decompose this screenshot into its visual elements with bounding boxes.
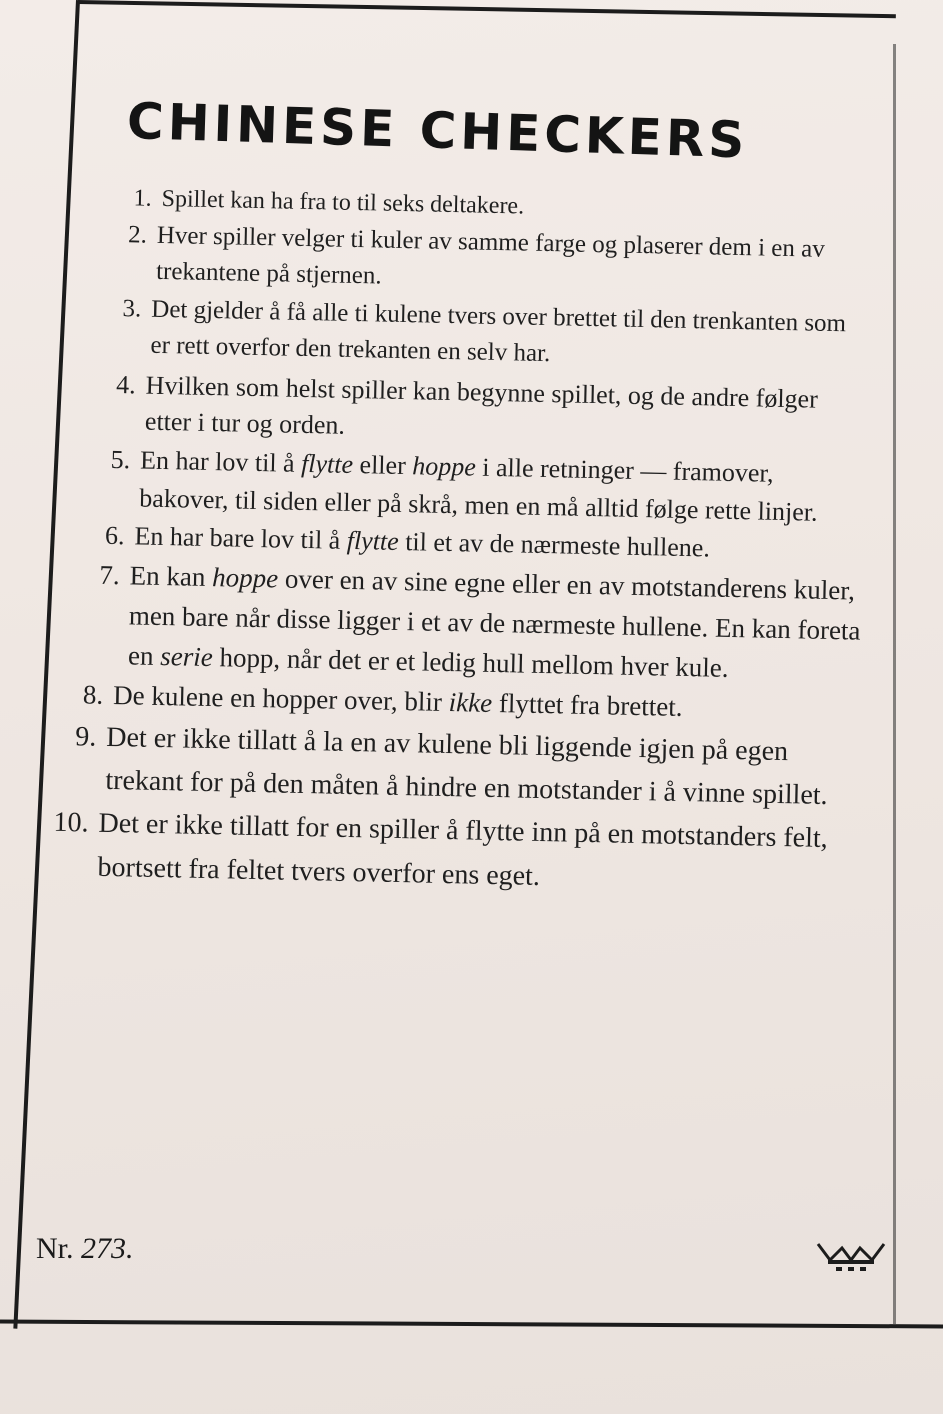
- rule-2: [112, 217, 869, 305]
- page-title: CHINESE CHECKERS: [126, 92, 750, 170]
- rule-text-part: En har bare lov til å: [134, 521, 348, 555]
- rule-text-part: Det er ikke tillatt for en spiller å flytte inn på en motstanders felt, bortsett fra feltet tvers overfor ens eget.: [97, 807, 829, 892]
- rule-text-italic: hoppe: [211, 562, 279, 594]
- rule-text: [97, 802, 857, 906]
- rule-text-part: En har lov til å: [139, 445, 302, 478]
- frame-border-bottom: [0, 1320, 943, 1329]
- rule-text-part: over en av sine egne eller en av motstanderens kuler, men bare når disse ligger i et av de nærmeste hullene. En kan foreta en: [127, 563, 861, 671]
- catalog-number: [36, 1232, 134, 1266]
- rule-number: 10.: [53, 806, 89, 839]
- rule-text-italic: serie: [159, 640, 214, 673]
- rule-10: [41, 801, 857, 906]
- rule-4: [101, 367, 866, 455]
- rule-7: [84, 554, 862, 690]
- rule-text: [156, 218, 869, 305]
- rule-text-part: Spillet kan ha fra to til seks deltakere.: [161, 185, 525, 220]
- rule-text-part: De kulene en hopper over, blir: [112, 680, 450, 718]
- rule-9: [61, 715, 859, 818]
- rule-text-part: En kan: [129, 560, 213, 593]
- rule-text-italic: flytte: [300, 448, 354, 479]
- rule-text-part: eller: [352, 449, 413, 481]
- rule-text-part: flyttet fra brettet.: [491, 687, 683, 722]
- rule-text-part: hopp, når det er et ledig hull mellom hver kule.: [212, 642, 729, 683]
- rule-text: [150, 292, 867, 379]
- rule-text: [105, 716, 859, 818]
- rule-text-part: Hver spiller velger ti kuler av samme farge og plaserer dem i en av trekantene på stjernen.: [155, 221, 826, 290]
- rule-text-italic: ikke: [448, 687, 493, 718]
- rule-number: 7.: [99, 559, 121, 591]
- rule-text-part: Det gjelder å få alle ti kulene tvers over brettet til den trenkanten som er rett overfor den trekanten en selv har.: [150, 295, 847, 368]
- rules-list: [55, 180, 870, 906]
- rule-number: 5.: [110, 444, 131, 475]
- rule-number: 8.: [82, 679, 104, 710]
- rule-number: 6.: [104, 520, 125, 551]
- rule-number: 2.: [127, 221, 148, 249]
- rule-number: 9.: [75, 721, 97, 753]
- rule-text-part: i alle retninger — framover, bakover, til siden eller på skrå, men en må alltid følge rette linjer.: [139, 452, 818, 527]
- rule-number: 3.: [122, 295, 142, 323]
- catalog-number-value: 273.: [81, 1232, 134, 1265]
- rule-text: [145, 368, 866, 455]
- rule-3: [106, 291, 867, 379]
- rule-text-part: Hvilken som helst spiller kan begynne spillet, og de andre følger etter i tur og orden.: [144, 370, 819, 440]
- rule-text: [128, 555, 862, 690]
- rule-number: 1.: [133, 185, 152, 212]
- rule-text-italic: flytte: [346, 525, 400, 556]
- catalog-number-label: Nr.: [36, 1232, 74, 1265]
- damm-crown-logo-icon: [814, 1236, 888, 1276]
- rule-text-part: til et av de nærmeste hullene.: [398, 526, 711, 563]
- frame-border-top: [77, 0, 896, 58]
- rule-text-part: Det er ikke tillatt å la en av kulene bli liggende igjen på egen trekant for på den måten å hindre en motstander i å vinne spillet.: [105, 721, 828, 811]
- rule-number: 4.: [115, 370, 137, 400]
- frame-border-right: [893, 44, 896, 1324]
- rule-text-italic: hoppe: [411, 451, 477, 482]
